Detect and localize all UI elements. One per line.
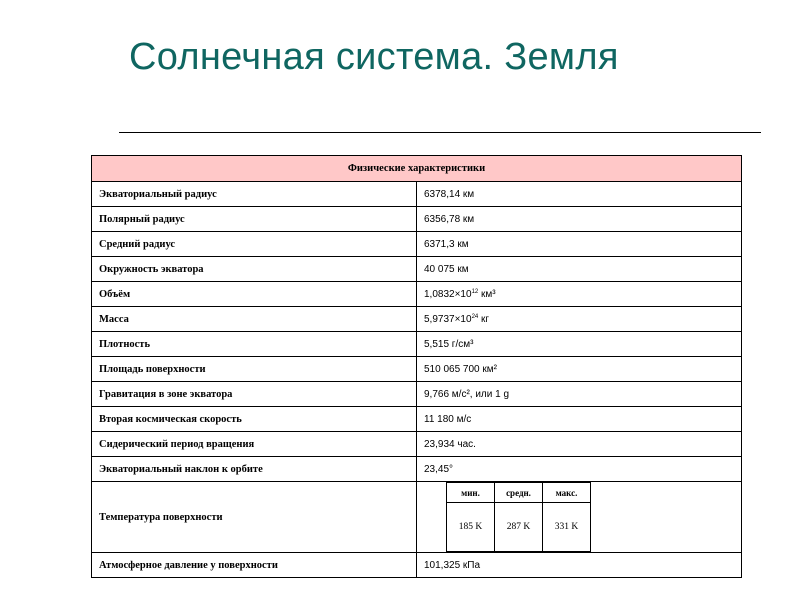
table-row: [92, 432, 742, 457]
row-value: 9,766 м/с², или 1 g: [417, 382, 742, 407]
temperature-max-value: 331 K: [543, 503, 591, 552]
value-exponent: 24: [471, 313, 479, 320]
value-unit: км³: [478, 288, 496, 300]
slide-title: Солнечная система. Земля: [129, 36, 619, 78]
row-value: 5,515 г/см³: [417, 332, 742, 357]
table-row: [92, 332, 742, 357]
value-unit: кг: [478, 313, 490, 325]
row-label: Объём: [92, 282, 417, 307]
table-row: [92, 232, 742, 257]
table-row: [92, 382, 742, 407]
temperature-header-row: [447, 483, 591, 503]
row-value: 6378,14 км: [417, 182, 742, 207]
table-row: [92, 257, 742, 282]
row-label: Средний радиус: [92, 232, 417, 257]
table-row: [92, 553, 742, 578]
table-row: [92, 282, 742, 307]
row-value: 6356,78 км: [417, 207, 742, 232]
row-value: 40 075 км: [417, 257, 742, 282]
temperature-avg-value: 287 K: [495, 503, 543, 552]
temperature-max-header: макс.: [543, 483, 591, 503]
temperature-min-header: мин.: [447, 483, 495, 503]
table-header: Физические характеристики: [92, 156, 742, 182]
row-value: 23,934 час.: [417, 432, 742, 457]
row-label: Масса: [92, 307, 417, 332]
value-base: 5,9737×10: [424, 313, 472, 325]
row-label: Окружность экватора: [92, 257, 417, 282]
title-divider: [119, 132, 761, 133]
characteristics-table: [91, 155, 742, 578]
temperature-table: [446, 482, 591, 552]
row-value: 101,325 кПа: [417, 553, 742, 578]
table-row: [92, 307, 742, 332]
row-value: [417, 282, 742, 307]
row-value: 23,45°: [417, 457, 742, 482]
value-base: 1,0832×10: [424, 288, 472, 300]
temperature-avg-header: средн.: [495, 483, 543, 503]
row-label: Гравитация в зоне экватора: [92, 382, 417, 407]
value-exponent: 12: [471, 288, 479, 295]
table-header-row: [92, 156, 742, 182]
table-row: [92, 207, 742, 232]
row-value: [417, 307, 742, 332]
row-label: Экваториальный радиус: [92, 182, 417, 207]
row-label: Плотность: [92, 332, 417, 357]
temperature-min-value: 185 K: [447, 503, 495, 552]
table-row: [92, 457, 742, 482]
row-value: 510 065 700 км²: [417, 357, 742, 382]
row-value: 6371,3 км: [417, 232, 742, 257]
table-row: [92, 357, 742, 382]
table-row: [92, 182, 742, 207]
table-row: [92, 482, 742, 553]
row-value: [417, 482, 742, 553]
row-label: Полярный радиус: [92, 207, 417, 232]
table-row: [92, 407, 742, 432]
row-label: Площадь поверхности: [92, 357, 417, 382]
row-label: Сидерический период вращения: [92, 432, 417, 457]
row-value: 11 180 м/с: [417, 407, 742, 432]
row-label: Температура поверхности: [92, 482, 417, 553]
row-label: Атмосферное давление у поверхности: [92, 553, 417, 578]
row-label: Экваториальный наклон к орбите: [92, 457, 417, 482]
temperature-value-row: [447, 503, 591, 552]
row-label: Вторая космическая скорость: [92, 407, 417, 432]
